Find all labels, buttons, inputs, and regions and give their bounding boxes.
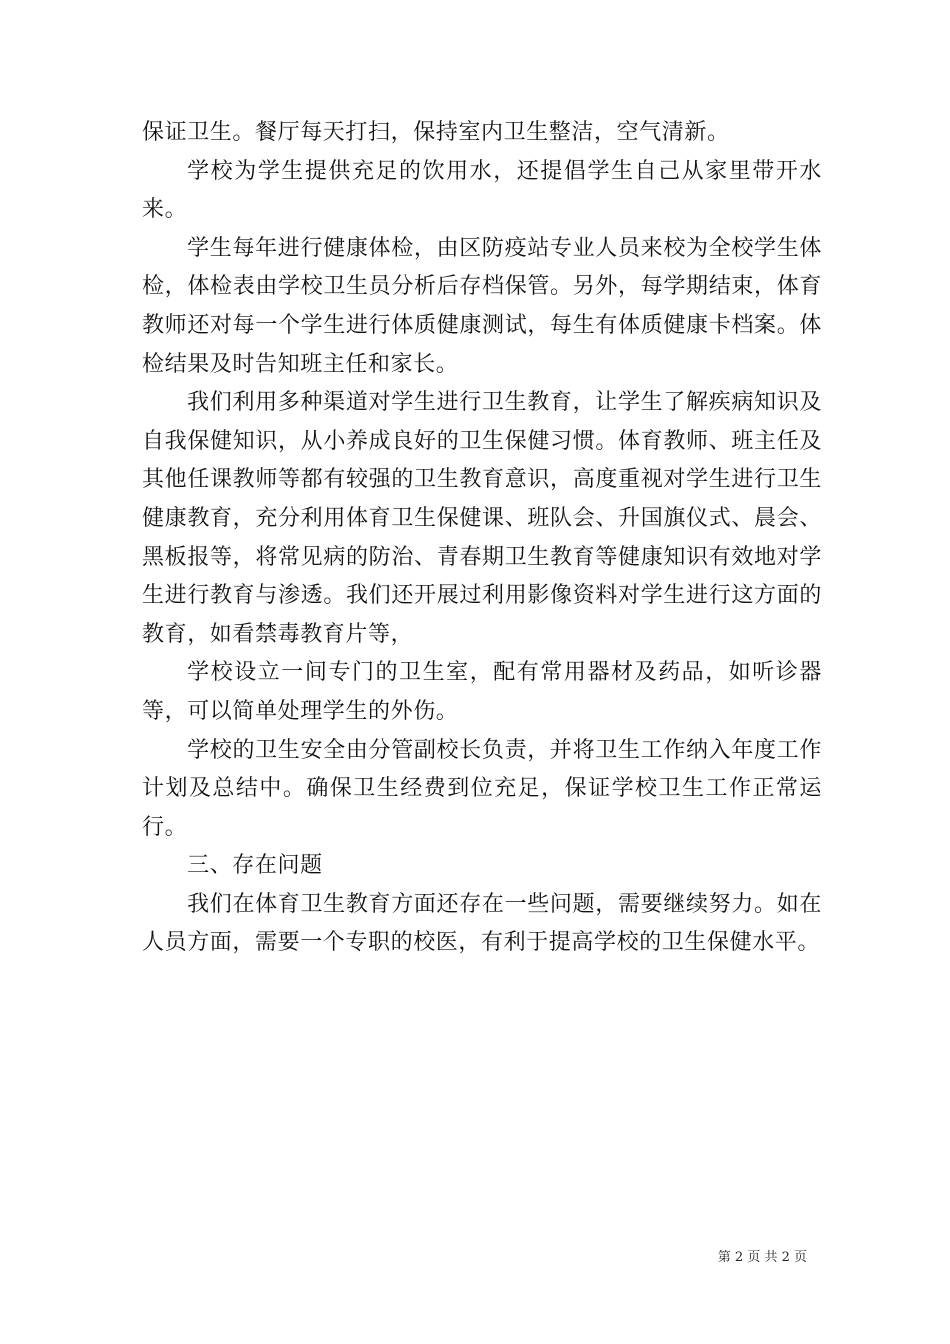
paragraph-safety-responsibility: 学校的卫生安全由分管副校长负责，并将卫生工作纳入年度工作计划及总结中。确保卫生经费到位充足，保证学校卫生工作正常运行。 [142, 737, 822, 840]
paragraph-clinic-room: 学校设立一间专门的卫生室，配有常用器材及药品，如听诊器等，可以简单处理学生的外伤。 [142, 660, 822, 724]
paragraph-drinking-water: 学校为学生提供充足的饮用水，还提倡学生自己从家里带开水来。 [142, 158, 822, 223]
paragraph-health-checkup: 学生每年进行健康体检，由区防疫站专业人员来校为全校学生体检，体检表由学校卫生员分析后存档保管。另外，每学期结束，体育教师还对每一个学生进行体质健康测试，每生有体质健康卡档案。体检结果及时告知班主任和家长。 [142, 235, 822, 377]
paragraph-problems: 我们在体育卫生教育方面还存在一些问题，需要继续努力。如在人员方面，需要一个专职的校医，有利于提高学校的卫生保健水平。 [142, 891, 822, 956]
document-body [142, 114, 822, 963]
paragraph-continuation: 保证卫生。餐厅每天打扫，保持室内卫生整洁，空气清新。 [142, 120, 730, 145]
paragraph-health-education: 我们利用多种渠道对学生进行卫生教育，让学生了解疾病知识及自我保健知识，从小养成良好的卫生保健习惯。体育教师、班主任及其他任课教师等都有较强的卫生教育意识，高度重视对学生进行卫生健康教育，充分利用体育卫生保健课、班队会、升国旗仪式、晨会、黑板报等，将常见病的防治、青春期卫生教育等健康知识有效地对学生进行教育与渗透。我们还开展过利用影像资料对学生进行这方面的教育，如看禁毒教育片等， [142, 390, 822, 647]
section-heading-problems: 三、存在问题 [187, 853, 323, 879]
page-number-footer: 第 2 页 共 2 页 [717, 1250, 807, 1265]
